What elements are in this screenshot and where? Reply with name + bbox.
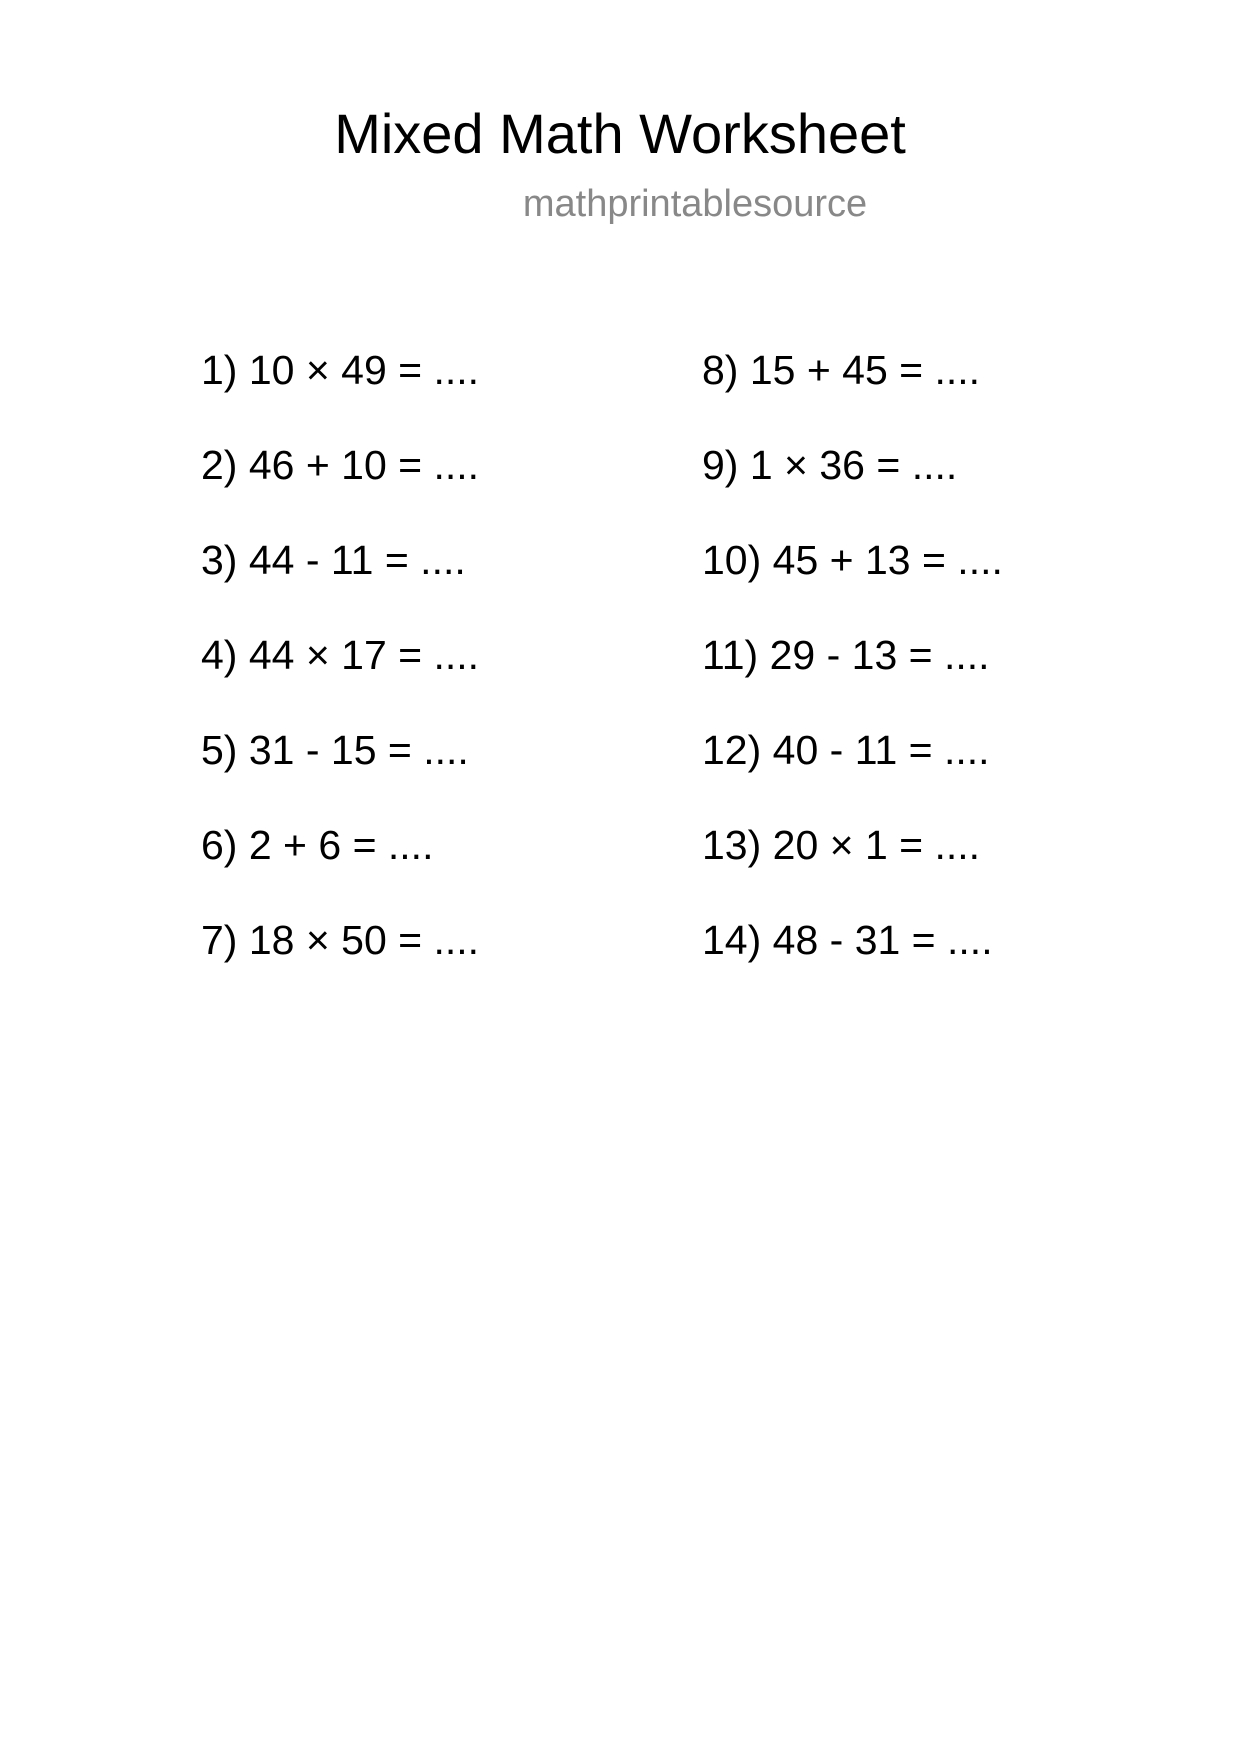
problem-item: 8) 15 + 45 = .... [702,347,981,393]
problem-item: 5) 31 - 15 = .... [201,727,469,773]
problem-item: 6) 2 + 6 = .... [201,822,434,868]
problem-item: 10) 45 + 13 = .... [702,537,1003,583]
problems-column-right [702,346,1003,1011]
problem-item: 3) 44 - 11 = .... [201,537,466,583]
problem-item: 2) 46 + 10 = .... [201,442,480,488]
problem-item: 9) 1 × 36 = .... [702,442,958,488]
problem-item: 14) 48 - 31 = .... [702,917,993,963]
worksheet-source: mathprintablesource [522,183,868,225]
problem-item: 1) 10 × 49 = .... [201,347,480,393]
problem-item: 4) 44 × 17 = .... [201,632,480,678]
worksheet-title: Mixed Math Worksheet [334,102,906,165]
problems-column-left [201,346,479,1011]
problem-item: 13) 20 × 1 = .... [702,822,981,868]
problem-item: 7) 18 × 50 = .... [201,917,480,963]
problem-item: 12) 40 - 11 = .... [702,727,990,773]
problem-item: 11) 29 - 13 = .... [702,632,990,678]
